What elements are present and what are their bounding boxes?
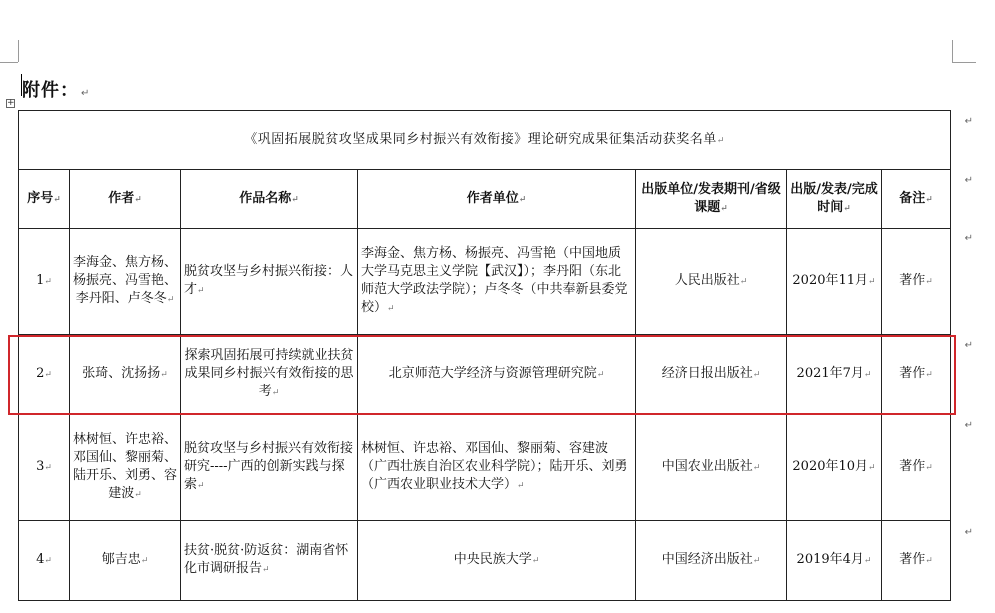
row-no: 3 xyxy=(36,459,45,474)
paragraph-mark-icon: ↵ xyxy=(596,370,605,380)
row-unit: 林树恒、许忠裕、邓国仙、黎丽菊、容建波（广西壮族自治区农业科学院）；陆开乐、刘勇（广西农业职业技术大学） xyxy=(361,441,628,492)
cell-author[interactable] xyxy=(70,335,181,415)
cell-unit[interactable] xyxy=(358,335,636,415)
cell-work[interactable] xyxy=(181,521,358,601)
cell-date[interactable] xyxy=(787,335,882,415)
cell-author[interactable] xyxy=(70,415,181,521)
header-cell-publisher[interactable] xyxy=(636,170,787,229)
cell-unit[interactable] xyxy=(358,229,636,335)
cell-publisher[interactable] xyxy=(636,415,787,521)
row-work: 扶贫·脱贫·防返贫：湖南省怀化市调研报告 xyxy=(184,543,349,576)
cell-no[interactable] xyxy=(19,335,70,415)
cell-date[interactable] xyxy=(787,415,882,521)
header-cell-unit[interactable] xyxy=(358,170,636,229)
table-move-handle-icon[interactable]: + xyxy=(7,98,15,108)
row-author: 张琦、沈扬扬 xyxy=(82,366,161,381)
paragraph-mark-icon: ↵ xyxy=(868,277,876,287)
row-no: 4 xyxy=(36,552,45,567)
row-author: 李海金、焦方杨、杨振亮、冯雪艳、李丹阳、卢冬冬 xyxy=(73,255,178,306)
table-row xyxy=(19,415,951,521)
header-cell-date[interactable] xyxy=(787,170,882,229)
row-unit: 中央民族大学 xyxy=(453,552,532,567)
table-row xyxy=(19,521,951,601)
row-work: 脱贫攻坚与乡村振兴衔接：人才 xyxy=(184,264,354,297)
row-publisher: 中国经济出版社 xyxy=(661,552,753,567)
cell-unit[interactable] xyxy=(358,521,636,601)
paragraph-mark-icon: ↵ xyxy=(140,556,149,566)
paragraph-mark-icon: ↵ xyxy=(925,194,933,205)
cell-no[interactable] xyxy=(19,521,70,601)
table-row xyxy=(19,229,951,335)
cell-note[interactable] xyxy=(882,229,951,335)
header-author: 作者 xyxy=(108,190,135,206)
row-end-mark-icon: ↵ xyxy=(964,175,973,186)
cell-publisher[interactable] xyxy=(636,521,787,601)
paragraph-mark-icon: ↵ xyxy=(716,135,725,146)
header-cell-author[interactable] xyxy=(70,170,181,229)
header-work: 作品名称 xyxy=(239,190,292,206)
header-publisher: 出版单位/发表期刊/省级课题 xyxy=(641,181,781,215)
paragraph-mark-icon: ↵ xyxy=(387,304,395,314)
paragraph-mark-icon: ↵ xyxy=(517,481,525,491)
row-work: 探索巩固拓展可持续就业扶贫成果同乡村振兴有效衔接的思考 xyxy=(184,348,354,399)
row-date: 2021年7月 xyxy=(796,366,864,381)
cell-no[interactable] xyxy=(19,229,70,335)
row-no: 2 xyxy=(36,366,45,381)
row-end-mark-icon: ↵ xyxy=(964,340,973,351)
paragraph-mark-icon: ↵ xyxy=(81,88,91,99)
row-no: 1 xyxy=(36,273,45,288)
cell-work[interactable] xyxy=(181,335,358,415)
paragraph-mark-icon: ↵ xyxy=(868,463,876,473)
paragraph-mark-icon: ↵ xyxy=(925,370,933,380)
paragraph-mark-icon: ↵ xyxy=(531,556,540,566)
row-note: 著作 xyxy=(899,273,926,288)
row-publisher: 经济日报出版社 xyxy=(661,366,753,381)
row-date: 2019年4月 xyxy=(796,552,864,567)
crop-mark-top-right-h xyxy=(952,62,976,63)
paragraph-mark-icon: ↵ xyxy=(752,370,761,380)
attachment-heading xyxy=(22,76,90,102)
table-title: 《巩固拓展脱贫攻坚成果同乡村振兴有效衔接》理论研究成果征集活动获奖名单 xyxy=(244,131,717,147)
paragraph-mark-icon: ↵ xyxy=(863,556,872,566)
paragraph-mark-icon: ↵ xyxy=(44,370,52,380)
header-cell-note[interactable] xyxy=(882,170,951,229)
cell-work[interactable] xyxy=(181,229,358,335)
paragraph-mark-icon: ↵ xyxy=(752,463,761,473)
row-end-mark-icon: ↵ xyxy=(964,420,973,431)
header-cell-no[interactable] xyxy=(19,170,70,229)
paragraph-mark-icon: ↵ xyxy=(134,490,142,500)
paragraph-mark-icon: ↵ xyxy=(44,556,52,566)
paragraph-mark-icon: ↵ xyxy=(925,277,933,287)
paragraph-mark-icon: ↵ xyxy=(843,203,851,214)
cell-publisher[interactable] xyxy=(636,335,787,415)
table-title-cell[interactable] xyxy=(19,111,951,170)
header-unit: 作者单位 xyxy=(466,190,519,206)
paragraph-mark-icon: ↵ xyxy=(518,194,527,205)
paragraph-mark-icon: ↵ xyxy=(925,556,933,566)
header-note: 备注 xyxy=(899,190,926,206)
crop-mark-top-left-v xyxy=(18,40,19,62)
row-note: 著作 xyxy=(899,459,926,474)
row-end-mark-icon: ↵ xyxy=(964,116,973,127)
paragraph-mark-icon: ↵ xyxy=(160,370,168,380)
row-author: 郇吉忠 xyxy=(101,552,141,567)
header-no: 序号 xyxy=(27,190,54,206)
cell-unit[interactable] xyxy=(358,415,636,521)
paragraph-mark-icon: ↵ xyxy=(44,277,52,287)
paragraph-mark-icon: ↵ xyxy=(134,194,142,205)
cell-note[interactable] xyxy=(882,335,951,415)
cell-author[interactable] xyxy=(70,229,181,335)
row-work: 脱贫攻坚与乡村振兴有效衔接研究----广西的创新实践与探索 xyxy=(184,441,354,492)
table-title-row xyxy=(19,111,951,170)
table-header-row xyxy=(19,170,951,229)
row-unit: 北京师范大学经济与资源管理研究院 xyxy=(388,366,597,381)
paragraph-mark-icon: ↵ xyxy=(752,556,761,566)
table-row xyxy=(19,335,951,415)
row-end-mark-icon: ↵ xyxy=(964,527,973,538)
row-publisher: 中国农业出版社 xyxy=(661,459,753,474)
paragraph-mark-icon: ↵ xyxy=(863,370,872,380)
row-publisher: 人民出版社 xyxy=(674,273,740,288)
row-end-mark-icon: ↵ xyxy=(964,233,973,244)
paragraph-mark-icon: ↵ xyxy=(739,277,748,287)
cell-note[interactable] xyxy=(882,521,951,601)
paragraph-mark-icon: ↵ xyxy=(925,463,933,473)
crop-mark-top-left-h xyxy=(0,62,18,63)
cell-note[interactable] xyxy=(882,415,951,521)
header-date: 出版/发表/完成时间 xyxy=(790,181,878,215)
row-date: 2020年10月 xyxy=(792,459,869,474)
paragraph-mark-icon: ↵ xyxy=(44,463,52,473)
paragraph-mark-icon: ↵ xyxy=(53,194,61,205)
row-unit: 李海金、焦方杨、杨振亮、冯雪艳（中国地质大学马克思主义学院【武汉】）；李丹阳（东北师范大学政法学院）；卢冬冬（中共奉新县委党校） xyxy=(361,246,628,315)
paragraph-mark-icon: ↵ xyxy=(262,565,270,575)
crop-mark-top-right-v xyxy=(952,40,953,62)
paragraph-mark-icon: ↵ xyxy=(271,388,280,398)
attachment-label: 附件： xyxy=(22,80,79,101)
award-table xyxy=(18,110,951,601)
paragraph-mark-icon: ↵ xyxy=(720,203,728,214)
paragraph-mark-icon: ↵ xyxy=(291,194,299,205)
row-date: 2020年11月 xyxy=(792,273,869,288)
row-author: 林树恒、许忠裕、邓国仙、黎丽菊、陆开乐、刘勇、容建波 xyxy=(73,432,178,501)
cell-no[interactable] xyxy=(19,415,70,521)
paragraph-mark-icon: ↵ xyxy=(197,286,205,296)
paragraph-mark-icon: ↵ xyxy=(197,481,205,491)
row-note: 著作 xyxy=(899,366,926,381)
paragraph-mark-icon: ↵ xyxy=(166,295,175,305)
cell-date[interactable] xyxy=(787,521,882,601)
cell-publisher[interactable] xyxy=(636,229,787,335)
cell-author[interactable] xyxy=(70,521,181,601)
cell-work[interactable] xyxy=(181,415,358,521)
header-cell-work[interactable] xyxy=(181,170,358,229)
row-note: 著作 xyxy=(899,552,926,567)
cell-date[interactable] xyxy=(787,229,882,335)
